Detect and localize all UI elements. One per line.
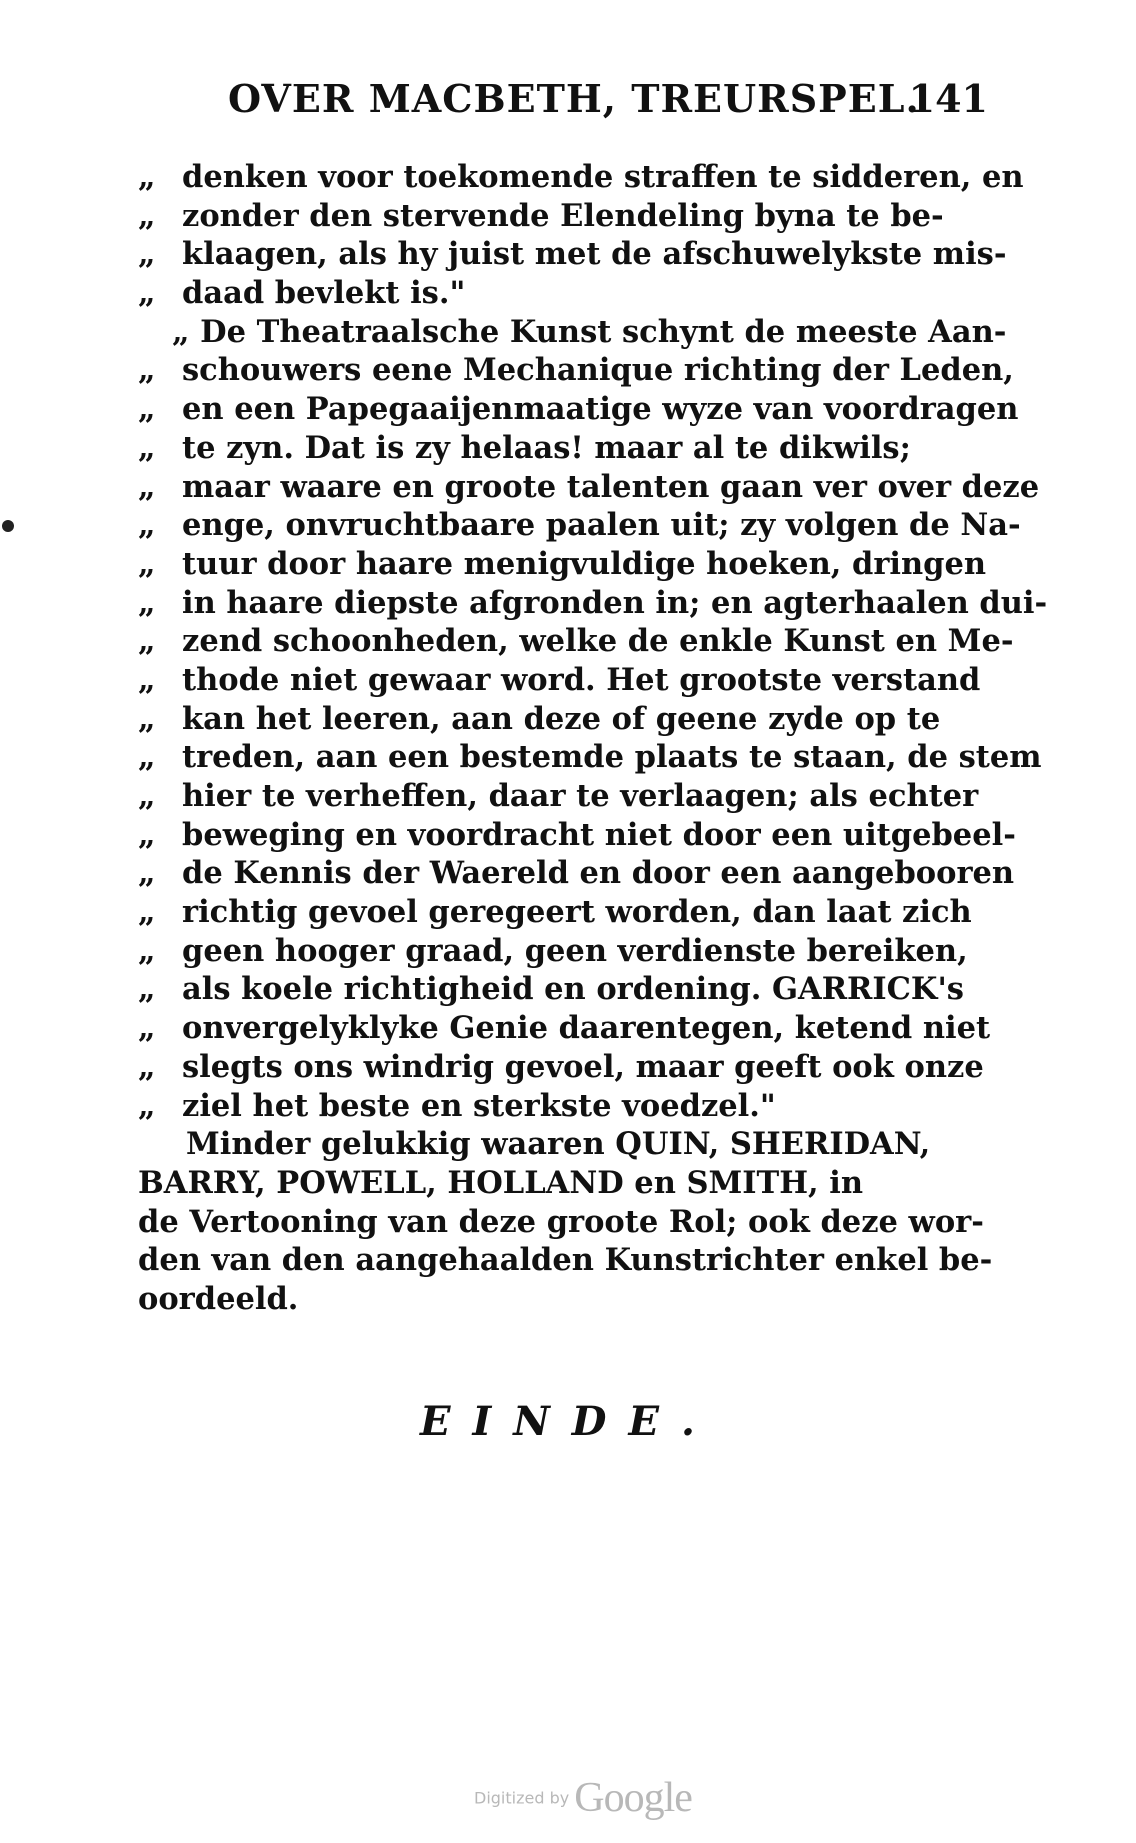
text-line	[138, 970, 998, 1009]
line-text: onvergelyklyke Genie daarentegen, ketend niet	[182, 1010, 991, 1047]
line-text: als koele richtigheid en ordening. GARRICK's	[182, 971, 964, 1008]
text-line	[138, 1203, 998, 1242]
text-line	[138, 1164, 998, 1203]
text-line	[138, 1087, 998, 1126]
running-head	[228, 76, 988, 126]
quote-mark: „	[138, 468, 156, 505]
text-line	[138, 313, 1007, 352]
line-text: BARRY, POWELL, HOLLAND en SMITH, in	[138, 1164, 864, 1201]
quote-mark: „	[138, 507, 156, 544]
quote-mark: „	[138, 1010, 156, 1047]
text-line	[138, 235, 1007, 274]
google-logo: Google	[574, 1775, 692, 1821]
text-line	[138, 158, 1024, 197]
digitized-by-label: Digitized by	[474, 1788, 570, 1808]
text-line	[138, 738, 1042, 777]
line-text: tuur door haare menigvuldige hoeken, dringen	[182, 545, 987, 582]
text-line	[138, 700, 998, 739]
text-line	[138, 816, 1016, 855]
line-text: in haare diepste afgronden in; en agterhaalen dui-	[182, 584, 1048, 621]
text-line	[138, 429, 998, 468]
line-text: te zyn. Dat is zy helaas! maar al te dikwils;	[182, 429, 911, 466]
quote-mark: „	[138, 623, 156, 660]
margin-mark	[2, 520, 14, 532]
quote-mark: „	[138, 584, 156, 621]
quote-mark: „	[138, 816, 156, 853]
line-text: zend schoonheden, welke de enkle Kunst en Me-	[182, 623, 1014, 660]
quote-mark: „	[138, 932, 156, 969]
text-line	[138, 1125, 998, 1164]
text-line	[138, 1009, 998, 1048]
quote-mark: „	[138, 1087, 156, 1124]
line-text: de Kennis der Waereld en door een aangebooren	[182, 855, 1015, 892]
quote-mark: „	[138, 1048, 156, 1085]
quote-mark: „	[138, 159, 156, 195]
line-text: denken voor toekomende straffen te sidderen, en	[182, 159, 1024, 195]
text-line	[138, 584, 1048, 623]
line-text: maar waare en groote talenten gaan ver over deze	[182, 468, 1040, 505]
quote-mark: „	[138, 236, 156, 273]
line-text: slegts ons windrig gevoel, maar geeft ook onze	[182, 1048, 984, 1085]
line-text: schouwers eene Mechanique richting der Leden,	[182, 352, 1014, 389]
line-text: kan het leeren, aan deze of geene zyde op te	[182, 700, 941, 737]
quote-mark: „	[138, 197, 156, 234]
quote-mark: „	[138, 778, 156, 814]
line-text: oordeeld.	[138, 1280, 299, 1317]
line-text: geen hooger graad, geen verdienste bereiken,	[182, 932, 968, 969]
quote-mark: „	[138, 739, 156, 776]
digitized-watermark	[474, 1774, 692, 1822]
line-text: treden, aan een bestemde plaats te staan, de stem	[182, 739, 1042, 776]
line-text: de Vertooning van deze groote Rol; ook deze wor-	[138, 1203, 984, 1240]
text-line	[138, 1280, 998, 1319]
text-line	[138, 1241, 998, 1280]
running-title: OVER MACBETH, TREURSPEL.	[228, 76, 920, 121]
text-line	[138, 1048, 998, 1087]
text-line	[138, 893, 998, 932]
line-text: hier te verheffen, daar te verlaagen; als echter	[182, 778, 979, 814]
text-line	[138, 351, 1014, 390]
text-line	[138, 932, 998, 971]
line-text: den van den aangehaalden Kunstrichter enkel be-	[138, 1242, 993, 1279]
quote-mark: „	[138, 700, 156, 737]
line-text: beweging en voordracht niet door een uitgebeel-	[182, 816, 1016, 853]
text-line	[138, 506, 1021, 545]
quote-mark: „	[138, 352, 156, 389]
text-line	[138, 197, 998, 236]
body-text	[138, 158, 1048, 1319]
text-line	[138, 468, 1040, 507]
quote-mark: „	[138, 971, 156, 1008]
quote-mark: „	[138, 661, 156, 698]
line-text: „ De Theatraalsche Kunst schynt de meeste Aan-	[172, 313, 1007, 350]
finis-heading: EINDE.	[420, 1398, 717, 1445]
line-text: en een Papegaaijenmaatige wyze van voordragen	[182, 391, 1019, 428]
quote-mark: „	[138, 545, 156, 582]
line-text: thode niet gewaar word. Het grootste verstand	[182, 661, 981, 698]
text-line	[138, 622, 1014, 661]
quote-mark: „	[138, 275, 156, 312]
quote-mark: „	[138, 391, 156, 428]
text-line	[138, 545, 998, 584]
line-text: richtig gevoel geregeert worden, dan laat zich	[182, 894, 972, 931]
line-text: ziel het beste en sterkste voedzel."	[182, 1087, 776, 1124]
line-text: enge, onvruchtbaare paalen uit; zy volgen de Na-	[182, 507, 1021, 544]
quote-mark: „	[138, 855, 156, 892]
quote-mark: „	[138, 894, 156, 931]
text-line	[138, 390, 1019, 429]
line-text: daad bevlekt is."	[182, 275, 466, 312]
line-text: zonder den stervende Elendeling byna te be-	[182, 197, 944, 234]
quote-mark: „	[138, 429, 156, 466]
text-line	[138, 661, 998, 700]
line-text: Minder gelukkig waaren QUIN, SHERIDAN,	[186, 1126, 931, 1163]
line-text: klaagen, als hy juist met de afschuwelykste mis-	[182, 236, 1007, 273]
page-number: 141	[908, 76, 988, 121]
text-line	[138, 274, 998, 313]
text-line	[138, 854, 1015, 893]
text-line	[138, 777, 998, 816]
